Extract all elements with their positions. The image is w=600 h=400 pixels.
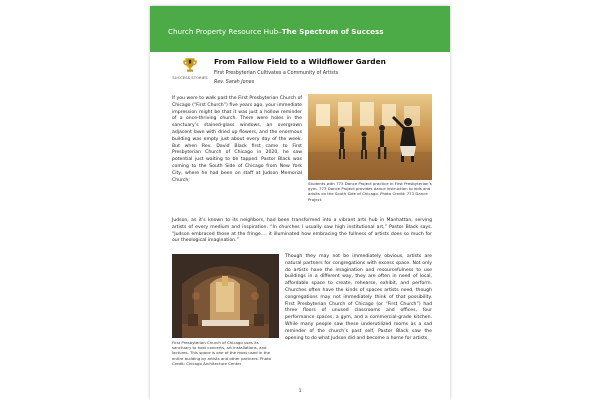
banner-hub-name: Church Property Resource Hub	[168, 27, 279, 36]
paragraph-judson: Judson, as it’s known to its neighbors, had been transformed into a vibrant arts hub in Manhattan, serving artists of every medium and inspiration. “In churches I usually saw high institutional art,” Pastor Black says. “Judson embraced those at the fringe…. it illuminated how embracing the fullness of artists does so much for our theological imagination.”	[172, 218, 432, 244]
dance-studio-photo	[308, 94, 432, 180]
photo2-caption: First Presbyterian Church of Chicago uses its sanctuary to host concerts, art installations, and lectures. This space is one of the most used in the entire building by artists and other partners. Photo Credit: Chicago Architecture Center	[172, 340, 272, 366]
banner-series-name: The Spectrum of Success	[281, 27, 384, 36]
intro-column	[172, 96, 302, 184]
artists-column	[285, 254, 432, 342]
banner-separator: –	[278, 27, 282, 36]
article-title: From Fallow Field to a Wildflower Garden	[214, 57, 386, 66]
photo1-caption: Students with 773 Dance Project practice in First Presbyterian’s gym. 773 Dance Project provides dance instruction to kids and adults on the South Side of Chicago. Photo Credit: 773 Dance Project.	[308, 181, 432, 202]
page-number: 1	[298, 389, 302, 394]
banner-title	[168, 27, 384, 36]
full-width-column	[172, 218, 432, 245]
sanctuary-photo	[172, 254, 279, 338]
badge-label: SUCCESS STORIES	[172, 75, 208, 80]
article-author: Rev. Sarah Jones	[214, 80, 255, 85]
paragraph-intro: If you were to walk past the First Presbyterian Church of Chicago (“First Church”) five years ago, your immediate impression might be that it was just a hollow reminder of a once-thriving church. There were holes in the sanctuary’s stained-glass windows, an overgrown adjacent lawn with dried up flowers, and the enormous building was empty just about every day of the week. But when Rev. David Black first came to First Presbyterian Church of Chicago in 2020, he saw potential just waiting to be tapped. Pastor Black was coming to the South Side of Chicago from New York City, where he had been on staff at Judson Memorial Church;	[172, 96, 302, 183]
trophy-icon	[181, 56, 199, 74]
document-page	[150, 6, 450, 400]
paragraph-artists: Though they may not be immediately obvious, artists are natural partners for congregations with excess space. Not only do artists have the imagination and resourcefulness to use buildings in a different way, they are often in need of local, affordable space to create, rehearse, exhibit, and perform. Churches often have the kinds of spaces artists need, though congregations may not immediately think of that possibility. First Presbyterian Church of Chicago (or “First Church”) had three floors of unused classrooms and offices, four performance spaces, a gym, and a commercial-grade kitchen. While many people saw these underutilized rooms as a sad reminder of the church’s past self, Pastor Black saw the opening to do what Judson did and become a home for artists.	[285, 254, 432, 341]
success-stories-badge	[172, 56, 208, 80]
article-subtitle: First Presbyterian Cultivates a Community of Artists	[214, 71, 339, 76]
header-banner	[150, 6, 450, 52]
